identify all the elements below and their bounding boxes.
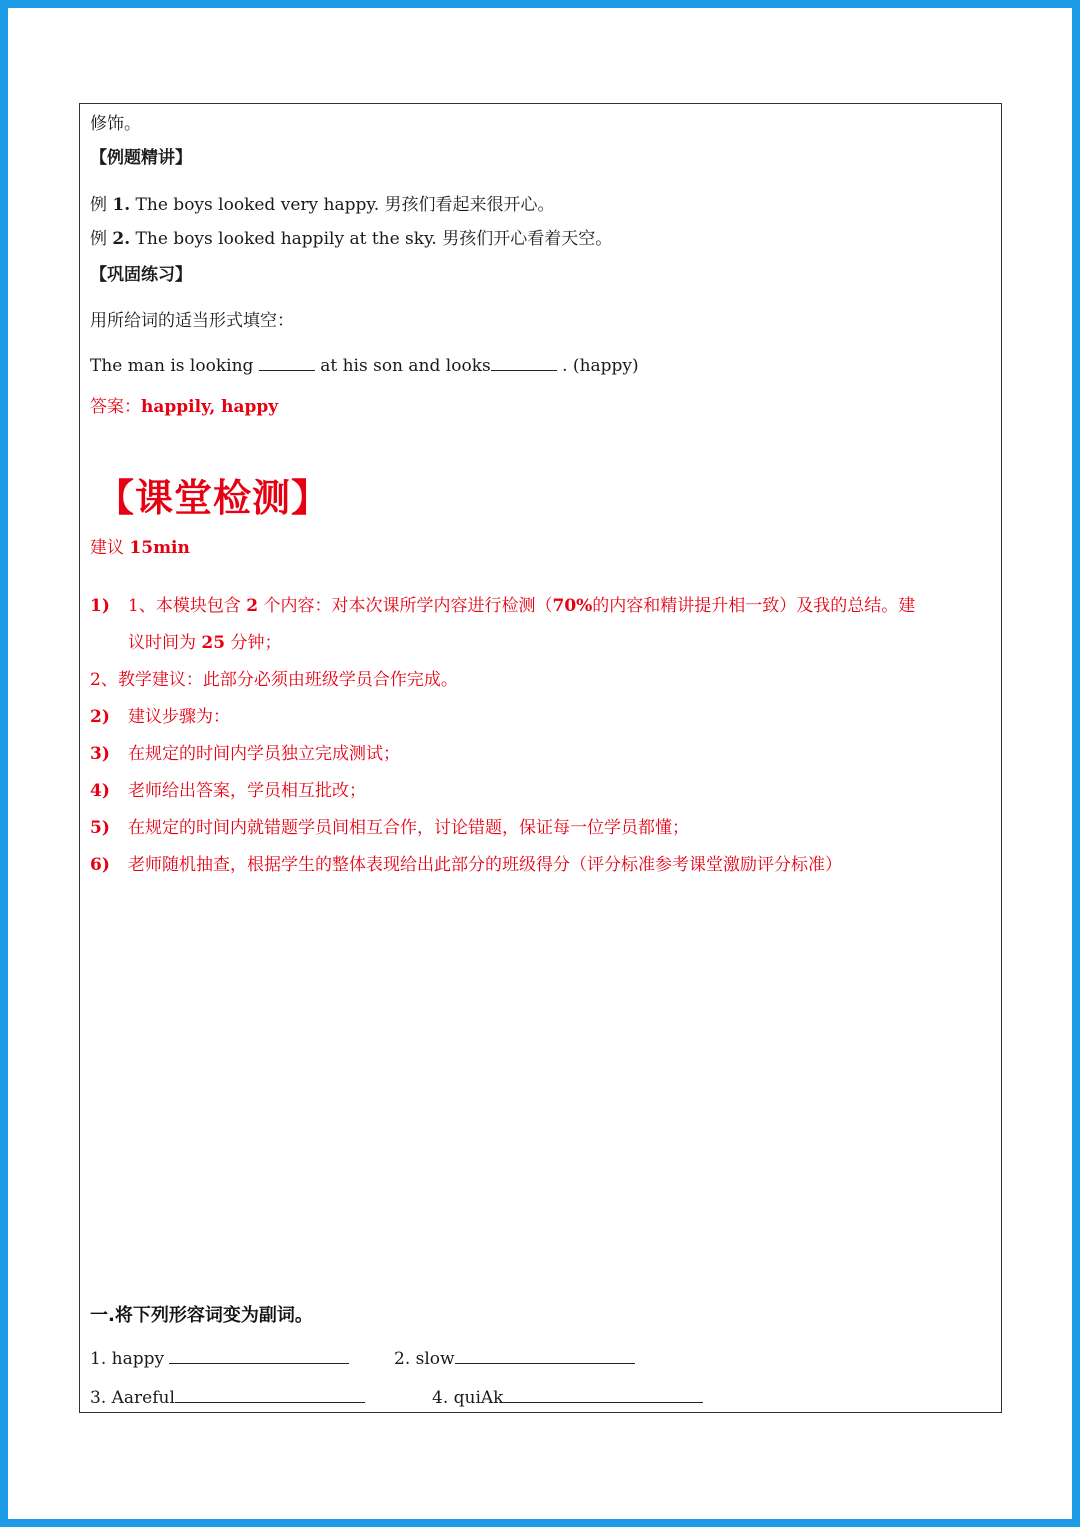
item-1-cont-bold: 25 xyxy=(201,633,226,653)
item-1-bold-b: 70% xyxy=(552,596,593,616)
practice-heading: 【巩固练习】 xyxy=(90,265,192,285)
practice-part3: . (happy) xyxy=(556,356,639,376)
section-title: 【课堂检测】 xyxy=(96,475,331,520)
practice-part1: The man is looking xyxy=(90,356,259,376)
item-1-text xyxy=(128,594,915,618)
exercise-item-4 xyxy=(432,1384,703,1410)
item-2-text: 建议步骤为： xyxy=(128,707,230,727)
item-5-num: 5) xyxy=(90,818,110,838)
item-4-num: 4) xyxy=(90,781,110,801)
top-text: 修饰。 xyxy=(90,114,141,134)
exercise-item-2-blank[interactable] xyxy=(455,1345,635,1364)
exercise-item-1-label: 1. happy xyxy=(90,1349,170,1369)
teaching-suggestion: 2、教学建议：此部分必须由班级学员合作完成。 xyxy=(90,670,458,690)
example-2 xyxy=(90,227,612,251)
item-1-text-a: 1、本模块包含 xyxy=(128,596,247,616)
suggest-value: 15min xyxy=(129,538,190,558)
example-1-en: The boys looked very happy. xyxy=(130,195,380,215)
practice-sentence xyxy=(90,352,639,378)
exercise-item-2 xyxy=(394,1345,635,1371)
example-1 xyxy=(90,193,555,217)
exercise-item-1-blank[interactable] xyxy=(169,1345,349,1364)
example-2-en: The boys looked happily at the sky. xyxy=(130,229,437,249)
item-1-num: 1) xyxy=(90,596,110,616)
practice-instruction: 用所给词的适当形式填空： xyxy=(90,311,294,331)
item-3-num: 3) xyxy=(90,744,110,764)
example-1-num: 1. xyxy=(112,195,131,215)
exercise-item-2-label: 2. slow xyxy=(394,1349,455,1369)
item-1-text-c: 的内容和精讲提升相一致）及我的总结。建 xyxy=(592,596,916,616)
exercise-item-4-blank[interactable] xyxy=(503,1384,703,1403)
exercise-item-3 xyxy=(90,1384,365,1410)
suggest-line xyxy=(90,536,190,560)
item-1-bold-a: 2 xyxy=(246,596,259,616)
practice-part2: at his son and looks xyxy=(314,356,491,376)
item-1-cont-rest: 分钟； xyxy=(225,633,282,653)
exercise-item-1 xyxy=(90,1345,349,1371)
item-1-cont-a: 议时间为 xyxy=(128,633,202,653)
exercise-item-3-blank[interactable] xyxy=(175,1384,365,1403)
exercise-heading: 一.将下列形容词变为副词。 xyxy=(90,1305,313,1326)
item-3-text: 在规定的时间内学员独立完成测试； xyxy=(128,744,400,764)
example-1-zh: 男孩们看起来很开心。 xyxy=(379,195,555,215)
exercise-item-3-label: 3. Aareful xyxy=(90,1388,175,1408)
item-6-num: 6) xyxy=(90,855,110,875)
practice-blank-2[interactable] xyxy=(491,352,557,371)
answer-label: 答案： xyxy=(90,397,141,417)
item-4-text: 老师给出答案，学员相互批改； xyxy=(128,781,366,801)
exercise-item-4-label: 4. quiAk xyxy=(432,1388,504,1408)
practice-blank-1[interactable] xyxy=(259,352,315,371)
answer-value: happily, happy xyxy=(141,397,279,417)
example-2-prefix: 例 xyxy=(90,229,113,249)
item-5-text: 在规定的时间内就错题学员间相互合作，讨论错题，保证每一位学员都懂； xyxy=(128,818,689,838)
item-1-text-b: 个内容：对本次课所学内容进行检测（ xyxy=(258,596,553,616)
item-6-text: 老师随机抽查，根据学生的整体表现给出此部分的班级得分（评分标准参考课堂激励评分标准） xyxy=(128,855,842,875)
example-heading: 【例题精讲】 xyxy=(90,148,192,168)
suggest-label: 建议 xyxy=(90,538,130,558)
example-2-num: 2. xyxy=(112,229,131,249)
example-1-prefix: 例 xyxy=(90,195,113,215)
item-2-num: 2) xyxy=(90,707,110,727)
example-2-zh: 男孩们开心看着天空。 xyxy=(436,229,613,249)
item-1-continuation xyxy=(128,631,281,655)
answer-line xyxy=(90,395,278,419)
